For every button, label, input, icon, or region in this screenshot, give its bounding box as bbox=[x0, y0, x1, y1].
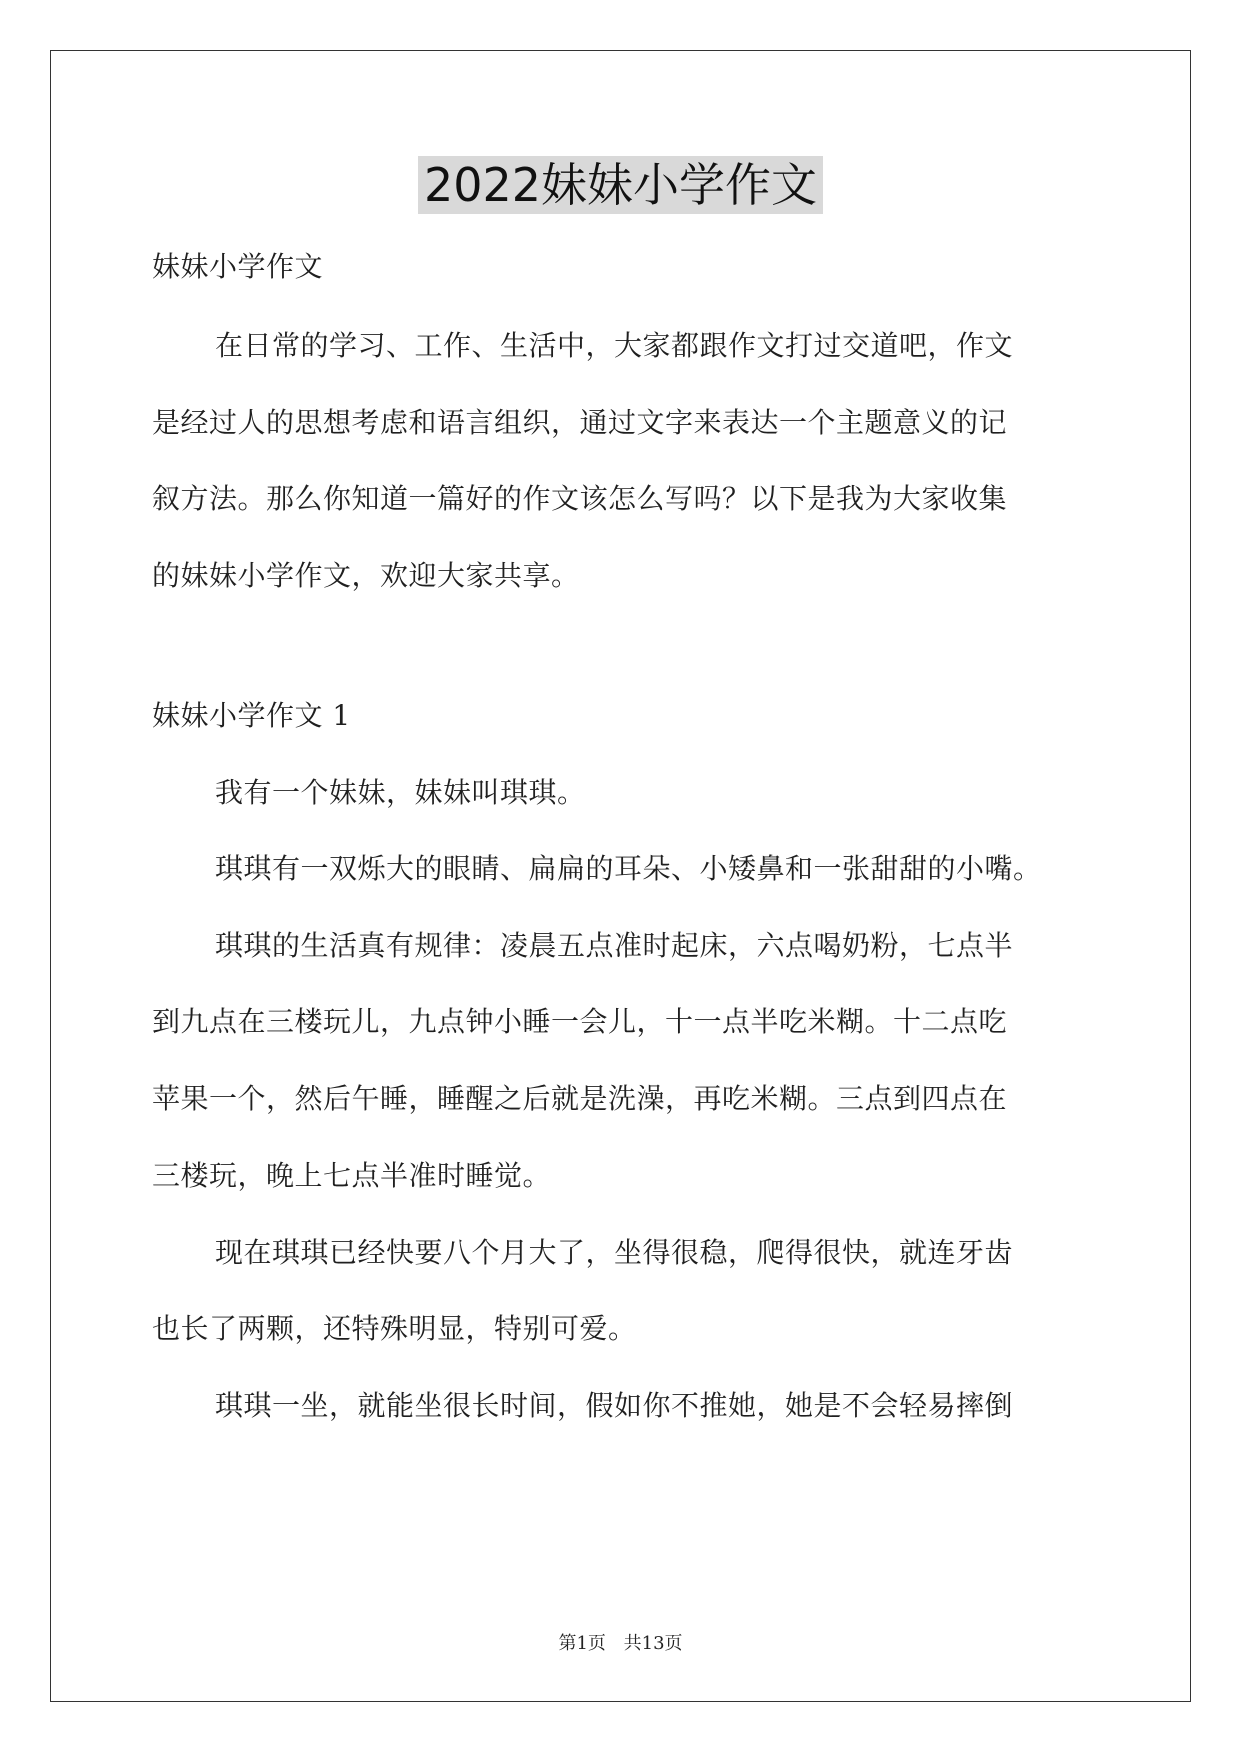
document-title bbox=[0, 155, 1241, 215]
paragraph-line: 也长了两颗，还特殊明显，特别可爱。 bbox=[152, 1312, 637, 1345]
paragraph-line: 现在琪琪已经快要八个月大了，坐得很稳，爬得很快，就连牙齿 bbox=[215, 1236, 1014, 1269]
paragraph-line: 是经过人的思想考虑和语言组织，通过文字来表达一个主题意义的记 bbox=[152, 406, 1008, 439]
paragraph-line: 在日常的学习、工作、生活中，大家都跟作文打过交道吧，作文 bbox=[215, 329, 1014, 362]
paragraph-line: 琪琪一坐，就能坐很长时间，假如你不推她，她是不会轻易摔倒 bbox=[215, 1389, 1014, 1422]
paragraph-line: 三楼玩，晚上七点半准时睡觉。 bbox=[152, 1159, 552, 1192]
section-heading: 妹妹小学作文 1 bbox=[152, 699, 351, 732]
section-heading: 妹妹小学作文 bbox=[152, 250, 324, 283]
paragraph-line: 的妹妹小学作文，欢迎大家共享。 bbox=[152, 559, 580, 592]
document-title-text: 2022妹妹小学作文 bbox=[418, 156, 823, 214]
paragraph-line: 我有一个妹妹，妹妹叫琪琪。 bbox=[215, 776, 586, 809]
page-total: 共13页 bbox=[623, 1633, 683, 1654]
paragraph-line: 琪琪有一双烁大的眼睛、扁扁的耳朵、小矮鼻和一张甜甜的小嘴。 bbox=[215, 852, 1042, 885]
paragraph-line: 到九点在三楼玩儿，九点钟小睡一会儿，十一点半吃米糊。十二点吃 bbox=[152, 1005, 1008, 1038]
page-footer bbox=[0, 1632, 1241, 1656]
paragraph-line: 琪琪的生活真有规律：凌晨五点准时起床，六点喝奶粉，七点半 bbox=[215, 929, 1014, 962]
page-number: 第1页 bbox=[558, 1633, 606, 1654]
paragraph-line: 叙方法。那么你知道一篇好的作文该怎么写吗？以下是我为大家收集 bbox=[152, 482, 1008, 515]
paragraph-line: 苹果一个，然后午睡，睡醒之后就是洗澡，再吃米糊。三点到四点在 bbox=[152, 1082, 1008, 1115]
